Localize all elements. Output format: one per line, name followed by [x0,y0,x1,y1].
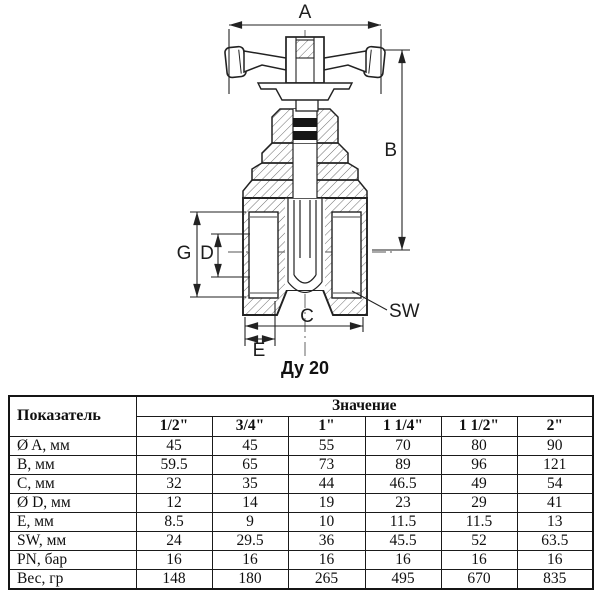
indicator-header: Показатель [9,396,136,437]
value-cell: 9 [212,513,288,532]
value-cell: 29.5 [212,532,288,551]
value-cell: 29 [441,494,517,513]
stem-seal [293,131,317,140]
value-cell: 11.5 [441,513,517,532]
value-cell: 55 [288,437,365,456]
value-cell: 670 [441,570,517,590]
value-cell: 16 [517,551,593,570]
value-cell: 90 [517,437,593,456]
value-cell: 65 [212,456,288,475]
dim-label-d: D [200,243,214,264]
value-cell: 70 [365,437,441,456]
table-row [9,437,593,456]
table-body [9,437,593,590]
value-cell: 8.5 [136,513,212,532]
row-label: SW, мм [9,532,136,551]
handle-skirt [258,83,352,100]
table-row [9,494,593,513]
value-cell: 13 [517,513,593,532]
value-cell: 24 [136,532,212,551]
table-row [9,513,593,532]
value-cell: 73 [288,456,365,475]
value-cell: 96 [441,456,517,475]
dim-label-c: C [300,306,314,327]
right-port-bore [332,212,361,298]
row-label: PN, бар [9,551,136,570]
stem-seal [293,118,317,127]
value-cell: 52 [441,532,517,551]
value-cell: 495 [365,570,441,590]
handle-knob-right [363,46,385,78]
size-header: 1 1/4" [365,417,441,437]
value-cell: 10 [288,513,365,532]
valve-handwheel [224,37,385,100]
dim-label-b: B [384,140,397,161]
row-label: Ø D, мм [9,494,136,513]
diagram-caption: Ду 20 [280,358,330,378]
value-cell: 80 [441,437,517,456]
value-header: Значение [136,396,593,417]
value-cell: 23 [365,494,441,513]
value-cell: 49 [441,475,517,494]
handle-arm-right [324,51,366,72]
value-cell: 44 [288,475,365,494]
value-cell: 148 [136,570,212,590]
size-header: 2" [517,417,593,437]
row-label: B, мм [9,456,136,475]
value-cell: 45 [136,437,212,456]
value-cell: 265 [288,570,365,590]
table-row [9,551,593,570]
table-row [9,532,593,551]
value-cell: 12 [136,494,212,513]
value-cell: 14 [212,494,288,513]
stem-nut [296,40,314,58]
table-row [9,475,593,494]
handle-knob-left [224,46,246,78]
size-header: 1 1/2" [441,417,517,437]
size-header: 1" [288,417,365,437]
dim-label-e: E [252,340,266,361]
row-label: Ø A, мм [9,437,136,456]
table-row [9,570,593,590]
value-cell: 54 [517,475,593,494]
gland-nut [272,109,338,143]
value-cell: 32 [136,475,212,494]
value-cell: 16 [212,551,288,570]
value-cell: 16 [136,551,212,570]
row-label: E, мм [9,513,136,532]
value-cell: 16 [441,551,517,570]
header-row-value [9,396,593,417]
value-cell: 180 [212,570,288,590]
value-cell: 121 [517,456,593,475]
dim-label-sw: SW [389,301,420,322]
value-cell: 35 [212,475,288,494]
dimension-b [372,50,410,250]
value-cell: 36 [288,532,365,551]
size-header: 1/2" [136,417,212,437]
handle-arm-left [244,51,286,72]
size-header: 3/4" [212,417,288,437]
value-cell: 59.5 [136,456,212,475]
value-cell: 63.5 [517,532,593,551]
left-port-bore [249,212,278,298]
row-label: C, мм [9,475,136,494]
value-cell: 45 [212,437,288,456]
value-cell: 46.5 [365,475,441,494]
value-cell: 45.5 [365,532,441,551]
value-cell: 835 [517,570,593,590]
value-cell: 41 [517,494,593,513]
table-row [9,456,593,475]
gate-channel [285,198,325,290]
value-cell: 16 [365,551,441,570]
dim-label-g: G [176,243,192,264]
dim-label-a: A [298,2,312,23]
value-cell: 11.5 [365,513,441,532]
valve-bonnet [243,143,367,198]
spec-table [8,395,594,590]
value-cell: 89 [365,456,441,475]
value-cell: 19 [288,494,365,513]
value-cell: 16 [288,551,365,570]
row-label: Вес, гр [9,570,136,590]
